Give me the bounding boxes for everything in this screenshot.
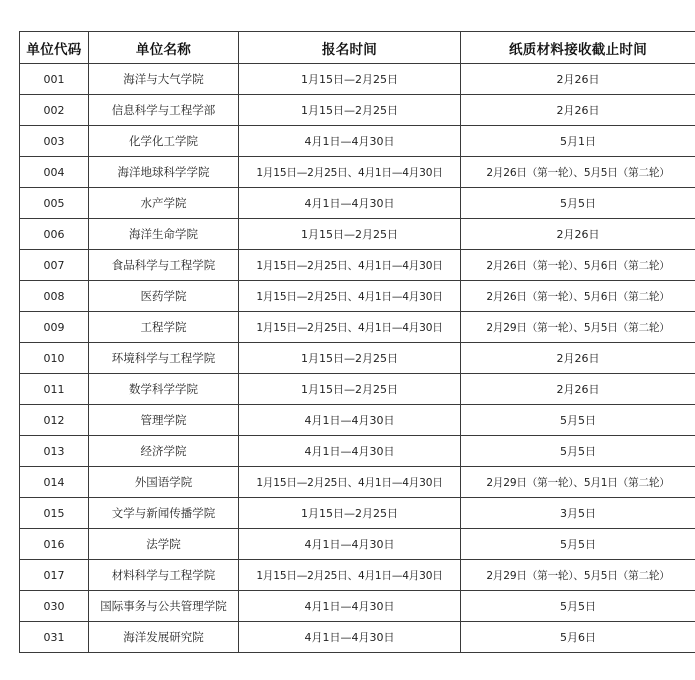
cell-material-deadline: 2月26日（第一轮）、5月6日（第二轮） bbox=[461, 250, 695, 281]
cell-unit-name: 法学院 bbox=[89, 529, 239, 560]
cell-unit-code: 007 bbox=[20, 250, 89, 281]
cell-unit-code: 009 bbox=[20, 312, 89, 343]
cell-unit-code: 016 bbox=[20, 529, 89, 560]
cell-unit-name: 管理学院 bbox=[89, 405, 239, 436]
cell-unit-code: 012 bbox=[20, 405, 89, 436]
table-row bbox=[20, 281, 695, 312]
cell-signup-period: 1月15日—2月25日 bbox=[239, 498, 461, 529]
header-unit-code: 单位代码 bbox=[20, 32, 89, 64]
table-row bbox=[20, 436, 695, 467]
cell-signup-period: 1月15日—2月25日、4月1日—4月30日 bbox=[239, 157, 461, 188]
cell-material-deadline: 2月29日（第一轮）、5月1日（第二轮） bbox=[461, 467, 695, 498]
cell-signup-period: 4月1日—4月30日 bbox=[239, 405, 461, 436]
cell-material-deadline: 5月5日 bbox=[461, 436, 695, 467]
cell-material-deadline: 5月5日 bbox=[461, 591, 695, 622]
cell-unit-name: 工程学院 bbox=[89, 312, 239, 343]
table-row bbox=[20, 157, 695, 188]
cell-material-deadline: 2月26日 bbox=[461, 64, 695, 95]
cell-unit-name: 海洋与大气学院 bbox=[89, 64, 239, 95]
cell-unit-code: 008 bbox=[20, 281, 89, 312]
cell-unit-name: 海洋发展研究院 bbox=[89, 622, 239, 653]
cell-unit-code: 005 bbox=[20, 188, 89, 219]
table-row bbox=[20, 622, 695, 653]
header-row bbox=[20, 32, 695, 64]
cell-material-deadline: 2月26日 bbox=[461, 343, 695, 374]
cell-unit-name: 医药学院 bbox=[89, 281, 239, 312]
cell-material-deadline: 5月6日 bbox=[461, 622, 695, 653]
table-row bbox=[20, 188, 695, 219]
table-row bbox=[20, 591, 695, 622]
cell-unit-code: 010 bbox=[20, 343, 89, 374]
table-row bbox=[20, 250, 695, 281]
cell-unit-code: 013 bbox=[20, 436, 89, 467]
cell-signup-period: 1月15日—2月25日、4月1日—4月30日 bbox=[239, 467, 461, 498]
table-body bbox=[20, 64, 695, 653]
cell-unit-code: 006 bbox=[20, 219, 89, 250]
cell-unit-name: 经济学院 bbox=[89, 436, 239, 467]
table-header bbox=[20, 32, 695, 64]
cell-signup-period: 1月15日—2月25日 bbox=[239, 374, 461, 405]
cell-unit-name: 化学化工学院 bbox=[89, 126, 239, 157]
cell-unit-name: 文学与新闻传播学院 bbox=[89, 498, 239, 529]
cell-material-deadline: 2月26日 bbox=[461, 374, 695, 405]
cell-signup-period: 1月15日—2月25日 bbox=[239, 95, 461, 126]
cell-signup-period: 1月15日—2月25日、4月1日—4月30日 bbox=[239, 560, 461, 591]
cell-signup-period: 1月15日—2月25日、4月1日—4月30日 bbox=[239, 250, 461, 281]
cell-unit-name: 食品科学与工程学院 bbox=[89, 250, 239, 281]
cell-material-deadline: 5月5日 bbox=[461, 529, 695, 560]
cell-material-deadline: 2月26日 bbox=[461, 95, 695, 126]
table-row bbox=[20, 467, 695, 498]
cell-signup-period: 1月15日—2月25日、4月1日—4月30日 bbox=[239, 281, 461, 312]
cell-unit-code: 011 bbox=[20, 374, 89, 405]
cell-unit-code: 015 bbox=[20, 498, 89, 529]
table-row bbox=[20, 405, 695, 436]
cell-unit-code: 017 bbox=[20, 560, 89, 591]
cell-unit-code: 031 bbox=[20, 622, 89, 653]
cell-signup-period: 1月15日—2月25日、4月1日—4月30日 bbox=[239, 312, 461, 343]
table-row bbox=[20, 529, 695, 560]
cell-unit-name: 材料科学与工程学院 bbox=[89, 560, 239, 591]
cell-signup-period: 4月1日—4月30日 bbox=[239, 622, 461, 653]
cell-material-deadline: 5月5日 bbox=[461, 405, 695, 436]
table-row bbox=[20, 312, 695, 343]
cell-signup-period: 1月15日—2月25日 bbox=[239, 343, 461, 374]
cell-unit-name: 数学科学学院 bbox=[89, 374, 239, 405]
table-row bbox=[20, 95, 695, 126]
cell-material-deadline: 3月5日 bbox=[461, 498, 695, 529]
cell-unit-code: 003 bbox=[20, 126, 89, 157]
cell-unit-code: 004 bbox=[20, 157, 89, 188]
cell-signup-period: 4月1日—4月30日 bbox=[239, 188, 461, 219]
cell-unit-name: 环境科学与工程学院 bbox=[89, 343, 239, 374]
header-unit-name: 单位名称 bbox=[89, 32, 239, 64]
cell-material-deadline: 2月26日 bbox=[461, 219, 695, 250]
table-row bbox=[20, 374, 695, 405]
cell-unit-code: 002 bbox=[20, 95, 89, 126]
cell-signup-period: 1月15日—2月25日 bbox=[239, 64, 461, 95]
cell-unit-code: 014 bbox=[20, 467, 89, 498]
table-row bbox=[20, 219, 695, 250]
cell-material-deadline: 2月26日（第一轮）、5月6日（第二轮） bbox=[461, 281, 695, 312]
cell-material-deadline: 2月26日（第一轮）、5月5日（第二轮） bbox=[461, 157, 695, 188]
cell-signup-period: 1月15日—2月25日 bbox=[239, 219, 461, 250]
cell-unit-name: 国际事务与公共管理学院 bbox=[89, 591, 239, 622]
header-material-deadline: 纸质材料接收截止时间 bbox=[461, 32, 695, 64]
table-row bbox=[20, 343, 695, 374]
cell-material-deadline: 2月29日（第一轮）、5月5日（第二轮） bbox=[461, 312, 695, 343]
cell-unit-name: 信息科学与工程学部 bbox=[89, 95, 239, 126]
cell-material-deadline: 5月5日 bbox=[461, 188, 695, 219]
cell-material-deadline: 5月1日 bbox=[461, 126, 695, 157]
table-row bbox=[20, 126, 695, 157]
cell-unit-name: 海洋生命学院 bbox=[89, 219, 239, 250]
cell-material-deadline: 2月29日（第一轮）、5月5日（第二轮） bbox=[461, 560, 695, 591]
cell-unit-name: 外国语学院 bbox=[89, 467, 239, 498]
cell-unit-name: 水产学院 bbox=[89, 188, 239, 219]
cell-unit-code: 030 bbox=[20, 591, 89, 622]
schedule-table bbox=[19, 31, 695, 653]
table-row bbox=[20, 560, 695, 591]
header-signup-period: 报名时间 bbox=[239, 32, 461, 64]
cell-signup-period: 4月1日—4月30日 bbox=[239, 529, 461, 560]
table-row bbox=[20, 64, 695, 95]
cell-signup-period: 4月1日—4月30日 bbox=[239, 126, 461, 157]
cell-unit-code: 001 bbox=[20, 64, 89, 95]
cell-signup-period: 4月1日—4月30日 bbox=[239, 436, 461, 467]
cell-signup-period: 4月1日—4月30日 bbox=[239, 591, 461, 622]
cell-unit-name: 海洋地球科学学院 bbox=[89, 157, 239, 188]
table-row bbox=[20, 498, 695, 529]
